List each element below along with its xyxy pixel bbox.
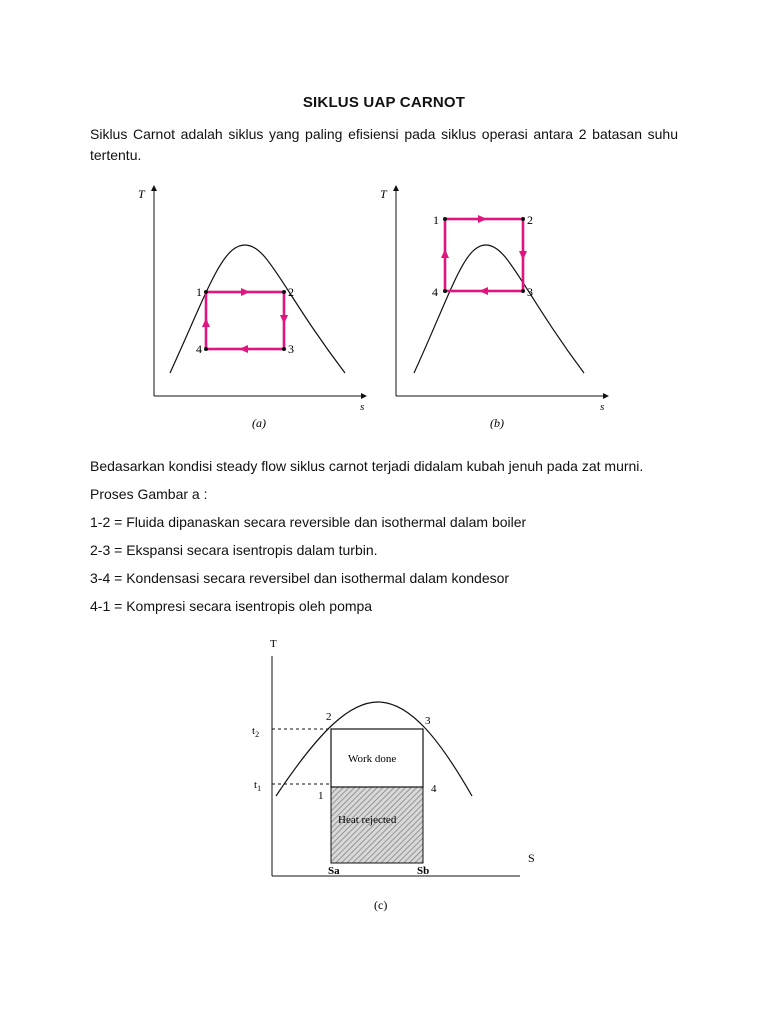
figure-a-arrow-34 (239, 345, 248, 353)
intro-line-1: Siklus Carnot adalah siklus yang paling efisiensi pada siklus operasi antara 2 batasan suhu (90, 126, 678, 142)
figure-b-caption: (b) (490, 416, 504, 430)
figure-a-s-label: s (360, 401, 365, 413)
figure-c-t-label: T (270, 638, 277, 650)
t1-label: $t_1$ (254, 779, 262, 793)
intro-paragraph (90, 124, 678, 166)
figure-a-point-4: 4 (196, 342, 202, 356)
figure-c-s-label: S (528, 851, 535, 865)
figure-b-ts-diagram (372, 180, 612, 440)
figure-a-point-3: 3 (288, 342, 294, 356)
figure-b-arrow-34 (479, 287, 488, 295)
figure-b-point-4: 4 (432, 285, 438, 299)
figure-b-cycle (445, 219, 523, 291)
figure-c-point-4: 4 (431, 783, 437, 795)
paragraph-process-1-2: 1-2 = Fluida dipanaskan secara reversible dan isothermal dalam boiler (90, 514, 527, 530)
figure-b-arrow-23 (519, 251, 527, 260)
figure-c-point-1: 1 (318, 790, 324, 802)
page-title: SIKLUS UAP CARNOT (302, 94, 466, 111)
figure-c-point-2: 2 (326, 711, 332, 723)
figure-c-ts-diagram (240, 630, 560, 920)
sb-label: Sb (417, 865, 430, 877)
figure-b-arrow-12 (478, 215, 487, 223)
intro-line-2: tertentu. (90, 147, 142, 163)
sa-label: Sa (328, 865, 340, 877)
figure-a-point-2: 2 (288, 285, 294, 299)
figure-b-s-label: s (600, 401, 605, 413)
figure-a-cycle (206, 292, 284, 349)
paragraph-process-2-3: 2-3 = Ekspansi secara isentropis dalam turbin. (90, 542, 378, 558)
figure-a-arrow-23 (280, 315, 288, 324)
work-done-label: Work done (348, 753, 397, 765)
heat-rejected-label: Heat rejected (338, 814, 397, 826)
figure-a-arrow-12 (241, 288, 250, 296)
figure-b-saturation-dome (414, 245, 584, 373)
figure-b-arrow-41 (441, 249, 449, 258)
t2-label: $t_2$ (252, 725, 260, 739)
figure-a-arrow-41 (202, 318, 210, 327)
figure-a-ts-diagram (130, 180, 370, 440)
paragraph-process-4-1: 4-1 = Kompresi secara isentropis oleh pompa (90, 598, 373, 614)
figure-b-point-3: 3 (527, 285, 533, 299)
figure-a-t-label: T (138, 187, 145, 201)
figure-a-caption: (a) (252, 416, 266, 430)
paragraph-steady-flow: Bedasarkan kondisi steady flow siklus carnot terjadi didalam kubah jenuh pada zat murni. (90, 458, 644, 474)
paragraph-process-3-4: 3-4 = Kondensasi secara reversibel dan isothermal dalam kondesor (90, 570, 510, 586)
figure-c-caption: (c) (374, 898, 388, 912)
figure-c-point-3: 3 (425, 715, 431, 727)
figure-a-point-1: 1 (196, 285, 202, 299)
figure-b-point-2: 2 (527, 213, 533, 227)
figure-b-t-label: T (380, 187, 387, 201)
paragraph-proses-heading: Proses Gambar a : (90, 486, 208, 502)
figure-b-point-1: 1 (433, 213, 439, 227)
